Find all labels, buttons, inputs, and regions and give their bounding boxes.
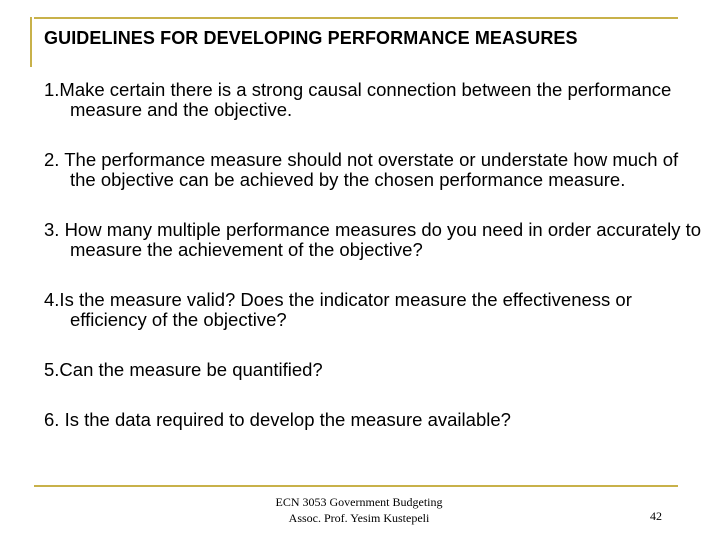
guideline-item: 4.Is the measure valid? Does the indicator measure the effectiveness or efficiency of the objective?: [44, 289, 632, 330]
guideline-item: 3. How many multiple performance measures do you need in order accurately to measure the achievement of the objective?: [44, 219, 702, 260]
footer: [254, 494, 464, 526]
guideline-item: 6. Is the data required to develop the measure available?: [44, 409, 511, 430]
guideline-item: 5.Can the measure be quantified?: [44, 359, 323, 380]
slide-title: GUIDELINES FOR DEVELOPING PERFORMANCE MEASURES: [44, 28, 578, 48]
guideline-item: 1.Make certain there is a strong causal connection between the performance measure and the objective.: [44, 79, 672, 120]
top-divider: [34, 17, 678, 19]
bottom-divider: [34, 485, 678, 487]
guideline-item: 2. The performance measure should not overstate or understate how much of the objective can be achieved by the chosen performance measure.: [44, 149, 679, 190]
page-number: 42: [650, 509, 662, 523]
left-accent-bar: [30, 17, 32, 67]
guideline-list: [44, 80, 704, 430]
footer-author: Assoc. Prof. Yesim Kustepeli: [288, 511, 430, 525]
footer-course: ECN 3053 Government Budgeting: [275, 495, 443, 509]
